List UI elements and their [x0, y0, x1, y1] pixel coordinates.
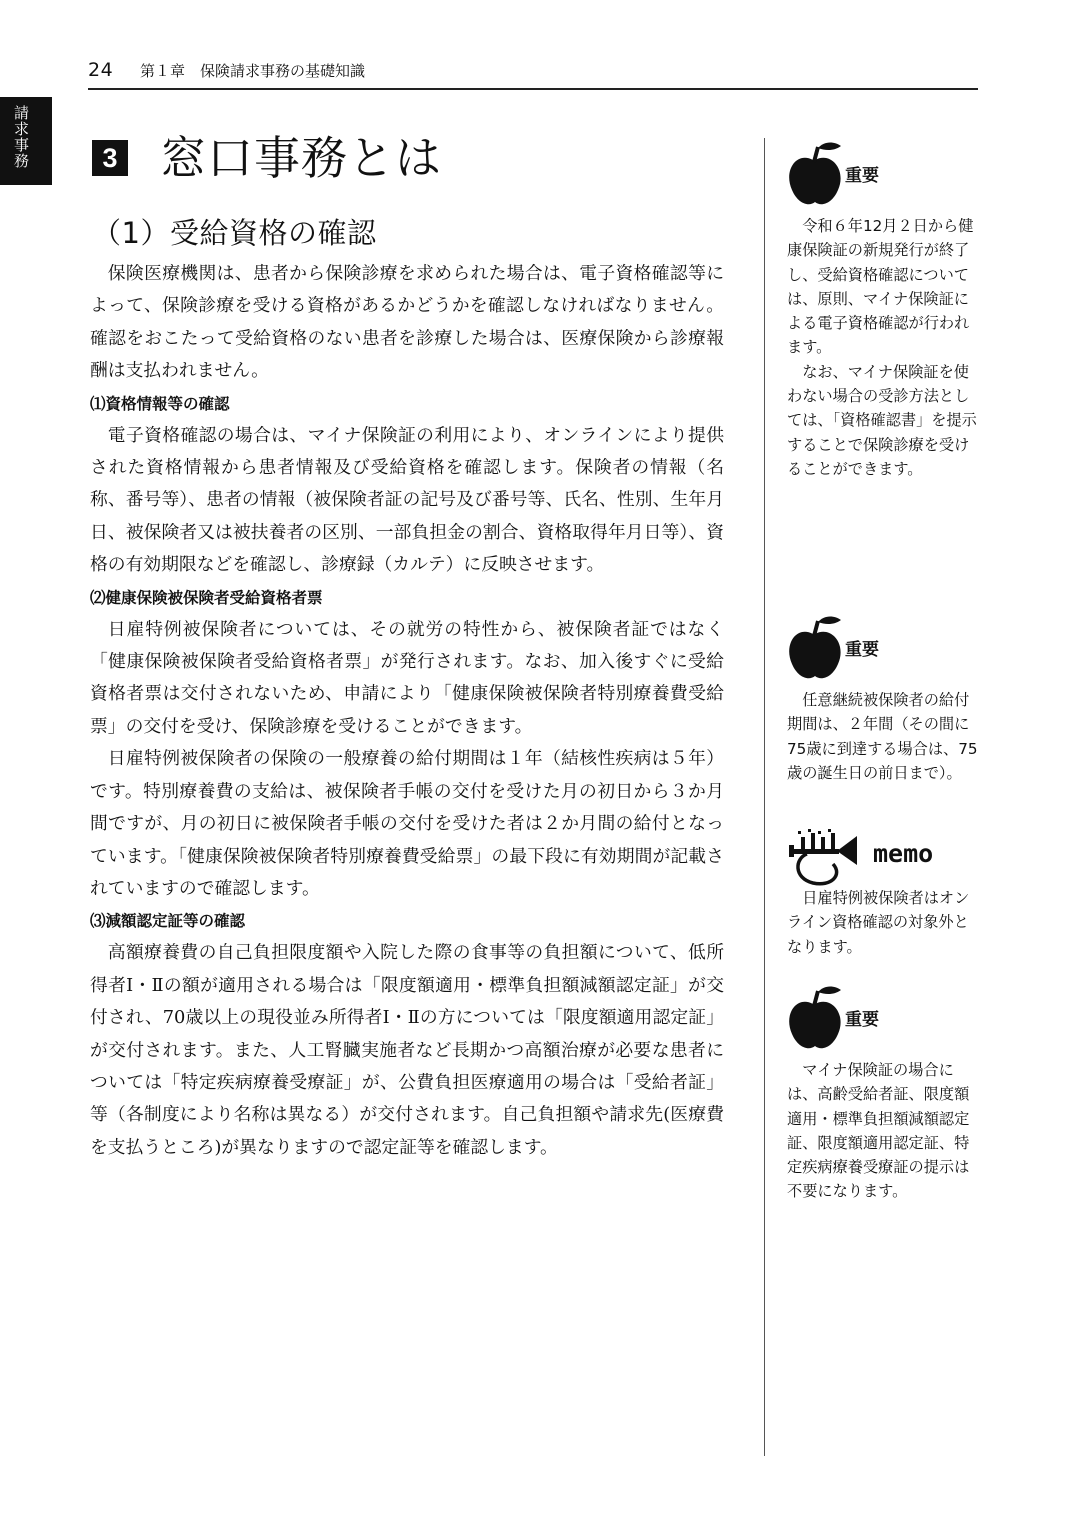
- chapter-title: 第１章 保険請求事務の基礎知識: [139, 62, 365, 80]
- intro-paragraph: 保険医療機関は、患者から保険診療を求められた場合は、電子資格確認等によって、保険診療を受ける資格があるかどうかを確認しなければなりません。確認をおこたって受給資格のない患者を診療した場合は、医療保険から診療報酬は支払われません。: [90, 263, 724, 382]
- apple-icon: [787, 138, 843, 208]
- paragraph-2: 日雇特例被保険者については、その就労の特性から、被保険者証ではなく「健康保険被保険者受給資格者票」が発行されます。なお、加入後すぐに受給資格者票は交付されないため、申請により「健康保険被保険者特別療養費受給票」の交付を受け、保険診療を受けることができます。: [90, 618, 724, 737]
- apple-icon: [787, 612, 843, 682]
- page-number: 24: [88, 59, 114, 81]
- memo-icon: [787, 828, 967, 888]
- note-text: 令和６年12月２日から健康保険証の新規発行が終了し、受給資格確認については、原則、マイナ保険証による電子資格確認が行われます。: [787, 217, 974, 357]
- item-heading-3: ⑶減額認定証等の確認: [90, 912, 246, 931]
- apple-icon: [787, 982, 843, 1052]
- column-divider: [764, 138, 765, 1456]
- item-heading-1: ⑴資格情報等の確認: [90, 394, 230, 413]
- important-label: 重要: [845, 640, 879, 660]
- paragraph-1: 電子資格確認の場合は、マイナ保険証の利用により、オンラインにより提供された資格情報から患者情報及び受給資格を確認します。保険者の情報（名称、番号等）、患者の情報（被保険者証の記号及び番号等、氏名、性別、生年月日、被保険者又は被扶養者の区別、一部負担金の割合、資格取得年月日等）、資格の有効期限などを確認し、診療録（カルテ）に反映させます。: [90, 424, 724, 576]
- sidebar-note-important-3: [787, 982, 979, 1204]
- subsection-title: （1）受給資格の確認: [92, 216, 377, 250]
- section-heading: [92, 128, 442, 188]
- note-text: 日雇特例被保険者はオンライン資格確認の対象外となります。: [787, 889, 970, 956]
- item-heading-2: ⑵健康保険被保険者受給資格者票: [90, 588, 323, 607]
- important-label: 重要: [845, 166, 879, 186]
- note-text: マイナ保険証の場合には、高齢受給者証、限度額適用・標準負担額減額認定証、限度額適用認定証、特定疾病療養受療証の提示は不要になります。: [787, 1061, 970, 1201]
- side-tab: [0, 97, 52, 185]
- section-title: 窓口事務とは: [160, 131, 442, 185]
- sidebar-note-important-2: [787, 612, 979, 785]
- paragraph-3: 日雇特例被保険者の保険の一般療養の給付期間は１年（結核性疾病は５年）です。特別療養費の支給は、被保険者手帳の交付を受けた月の初日から３か月間ですが、月の初日に被保険者手帳の交付を受けた者は２か月間の給付となっています。「健康保険被保険者特別療養費受給票」の最下段に有効期間が記載されていますので確認します。: [90, 748, 724, 899]
- note-text: なお、マイナ保険証を使わない場合の受診方法としては、「資格確認書」を提示することで保険診療を受けることができます。: [787, 362, 977, 478]
- section-number: 3: [92, 140, 128, 176]
- note-text: 任意継続被保険者の給付期間は、２年間（その間に75歳に到達する場合は、75歳の誕生日の前日まで）。: [787, 691, 978, 782]
- important-label: 重要: [845, 1010, 879, 1030]
- main-text: [90, 258, 724, 1164]
- running-header: [88, 58, 978, 90]
- paragraph-4: 高額療養費の自己負担限度額や入院した際の食事等の負担額について、低所得者Ⅰ・Ⅱの額が適用される場合は「限度額適用・標準負担額減額認定証」が交付され、70歳以上の現役並み所得者Ⅰ・Ⅱの方については「限度額適用認定証」が交付されます。また、人工腎臓実施者など長期かつ高額治療が必要な患者については「特定疾病療養受療証」が、公費負担医療適用の場合は「受給者証」等（各制度により名称は異なる）が交付されます。自己負担額や請求先(医療費を支払うところ)が異なりますので認定証等を確認します。: [90, 942, 724, 1158]
- sidebar-note-important-1: [787, 138, 979, 481]
- memo-label: memo: [873, 839, 934, 868]
- sidebar-memo: [787, 828, 979, 959]
- side-tab-label: 請求事務: [12, 105, 30, 169]
